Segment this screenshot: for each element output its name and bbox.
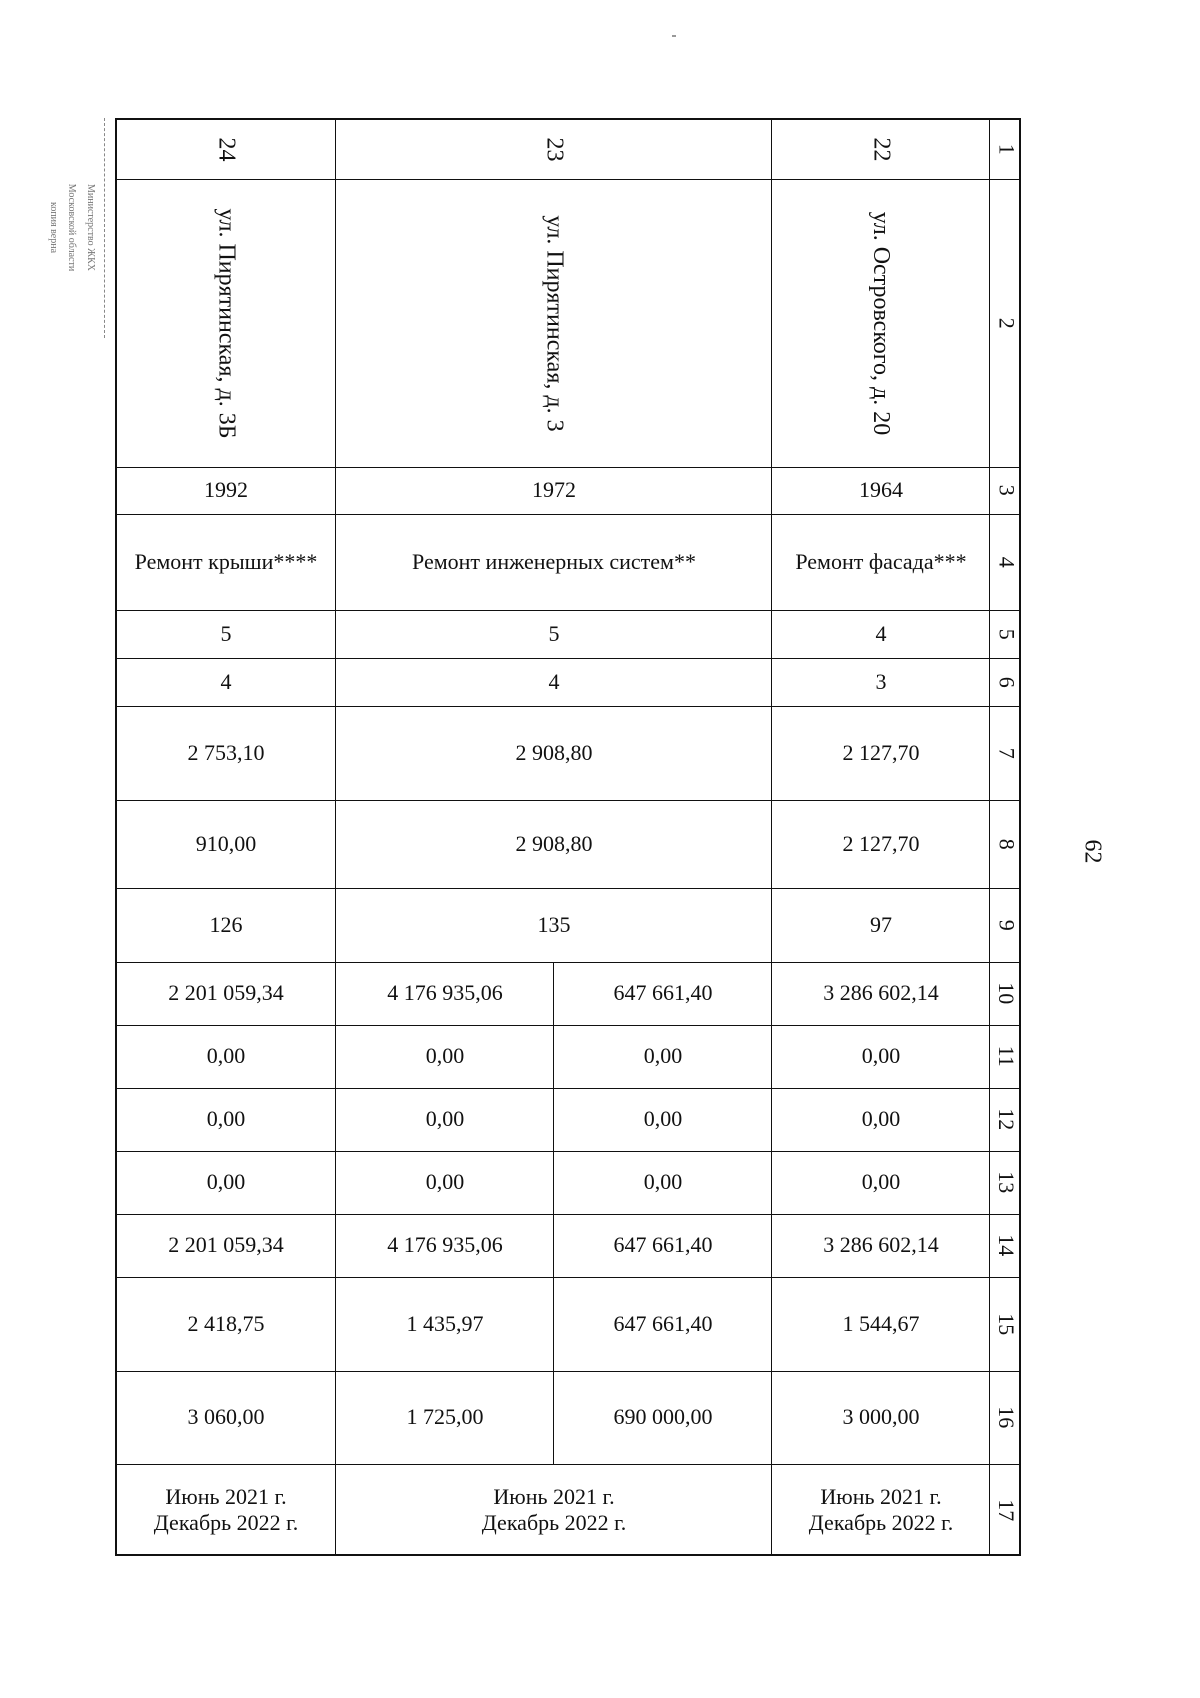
work-type-cell: Ремонт фасада*** (795, 548, 967, 574)
address-cell: ул. Пирятинская, д. 3Б (213, 208, 240, 438)
column-number: 13 (994, 1171, 1020, 1194)
period-cell: Июнь 2021 г. Декабрь 2022 г. (153, 1483, 299, 1535)
year-cell: 1972 (532, 477, 576, 503)
column-number: 7 (994, 747, 1020, 759)
table-cell: 0,00 (206, 1106, 246, 1132)
table-cell: 3 (875, 668, 887, 694)
table-cell: 97 (870, 911, 892, 937)
table-cell: 647 661,40 (613, 1310, 713, 1336)
row-number: 22 (868, 137, 895, 162)
table-cell: 4 (220, 668, 232, 694)
table-cell: 1 435,97 (406, 1310, 484, 1336)
table-cell: 0,00 (643, 1169, 683, 1195)
work-type-cell: Ремонт инженерных систем** (412, 548, 696, 574)
table-cell: 0,00 (861, 1043, 901, 1069)
table-cell: 4 176 935,06 (387, 980, 503, 1006)
period-cell: Июнь 2021 г. Декабрь 2022 г. (808, 1483, 954, 1535)
margin-stamp (30, 118, 105, 338)
table-cell: 3 286 602,14 (823, 1232, 939, 1258)
column-number: 4 (994, 556, 1020, 568)
column-number: 10 (994, 982, 1020, 1005)
table-cell: 4 176 935,06 (387, 1232, 503, 1258)
table-cell: 126 (209, 911, 243, 937)
stamp-line: Министерство ЖКХ (84, 183, 96, 271)
table-cell: 910,00 (195, 830, 257, 856)
table-cell: 690 000,00 (613, 1404, 713, 1430)
table-cell: 647 661,40 (613, 1232, 713, 1258)
column-number: 6 (994, 676, 1020, 688)
table-cell: 2 753,10 (187, 739, 265, 765)
table-cell: 2 201 059,34 (168, 980, 284, 1006)
table-cell: 0,00 (206, 1043, 246, 1069)
table-cell: 0,00 (643, 1106, 683, 1132)
table-cell: 3 060,00 (187, 1404, 265, 1430)
table-cell: 0,00 (425, 1169, 465, 1195)
table-cell: 0,00 (861, 1169, 901, 1195)
table-cell: 1 725,00 (406, 1404, 484, 1430)
column-number: 5 (994, 628, 1020, 640)
column-divider (771, 120, 772, 1556)
address-cell: ул. Островского, д. 20 (868, 211, 895, 435)
table-cell: 1 544,67 (842, 1310, 920, 1336)
column-divider (989, 120, 990, 1556)
table-cell: 0,00 (425, 1043, 465, 1069)
column-number: 15 (994, 1312, 1020, 1335)
column-number: 12 (994, 1108, 1020, 1131)
year-cell: 1964 (859, 477, 903, 503)
table-cell: 0,00 (861, 1106, 901, 1132)
table-cell: 2 908,80 (515, 739, 593, 765)
table-cell: 2 127,70 (842, 830, 920, 856)
column-number: 2 (994, 317, 1020, 329)
table-cell: 3 000,00 (842, 1404, 920, 1430)
row-number: 24 (213, 137, 240, 162)
year-cell: 1992 (204, 477, 248, 503)
table-cell: 2 127,70 (842, 739, 920, 765)
column-number: 8 (994, 838, 1020, 850)
column-number: 11 (994, 1045, 1020, 1068)
address-cell: ул. Пирятинская, д. 3 (541, 214, 568, 432)
table-cell: 0,00 (425, 1106, 465, 1132)
scan-speck (672, 35, 676, 37)
column-number: 16 (994, 1406, 1020, 1429)
column-divider (335, 120, 336, 1556)
row-number: 23 (541, 137, 568, 162)
table-cell: 2 908,80 (515, 830, 593, 856)
page-number: 62 (1079, 839, 1106, 864)
column-number: 3 (994, 484, 1020, 496)
column-divider (553, 962, 554, 1464)
table-cell: 5 (548, 620, 560, 646)
table-cell: 0,00 (206, 1169, 246, 1195)
data-table (115, 118, 1021, 1556)
table-cell: 2 201 059,34 (168, 1232, 284, 1258)
column-number: 17 (994, 1498, 1020, 1521)
table-cell: 135 (537, 911, 571, 937)
table-cell: 3 286 602,14 (823, 980, 939, 1006)
table-cell: 0,00 (643, 1043, 683, 1069)
column-number: 1 (994, 143, 1020, 155)
stamp-line: копия верна (48, 201, 60, 253)
period-cell: Июнь 2021 г. Декабрь 2022 г. (481, 1483, 627, 1535)
stamp-line: Московской области (66, 183, 78, 271)
column-number: 14 (994, 1234, 1020, 1257)
table-cell: 4 (548, 668, 560, 694)
column-number: 9 (994, 919, 1020, 931)
table-cell: 5 (220, 620, 232, 646)
table-cell: 2 418,75 (187, 1310, 265, 1336)
table-cell: 4 (875, 620, 887, 646)
table-cell: 647 661,40 (613, 980, 713, 1006)
work-type-cell: Ремонт крыши**** (134, 548, 318, 574)
